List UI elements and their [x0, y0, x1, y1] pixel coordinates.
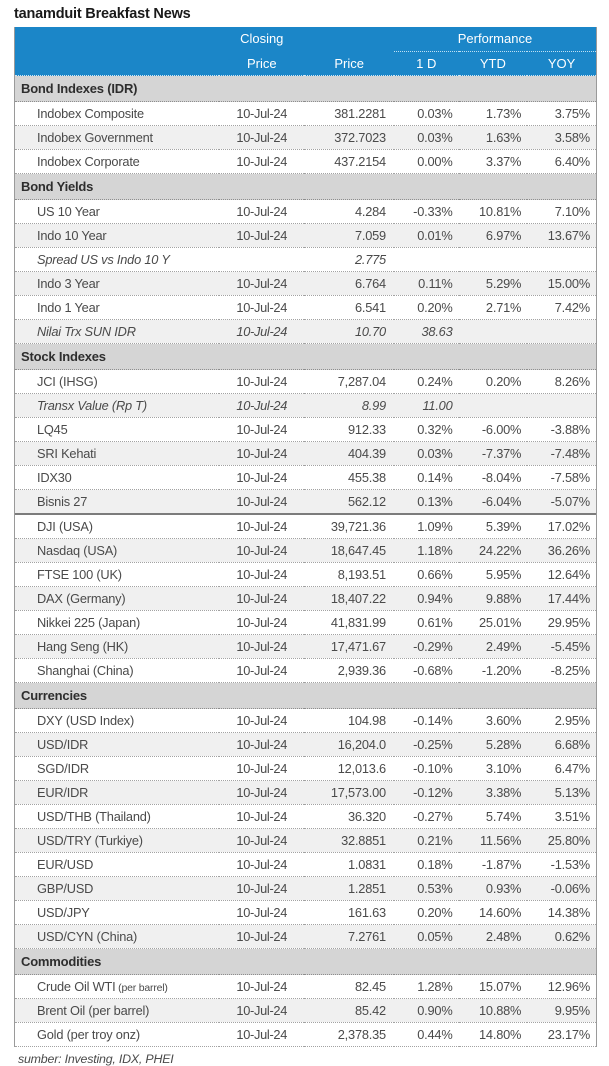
row-ytd: 2.49%: [459, 635, 528, 659]
row-date: 10-Jul-24: [219, 150, 304, 174]
row-1d: -0.14%: [394, 709, 459, 733]
row-price: 2.775: [304, 248, 394, 272]
row-yoy: 17.44%: [527, 587, 596, 611]
row-1d: 0.66%: [394, 563, 459, 587]
row-price: 437.2154: [304, 150, 394, 174]
row-date: 10-Jul-24: [219, 394, 304, 418]
row-ytd: 3.37%: [459, 150, 528, 174]
row-label: Bisnis 27: [15, 490, 219, 515]
row-yoy: 14.38%: [527, 901, 596, 925]
row-label: EUR/USD: [15, 853, 219, 877]
row-date: 10-Jul-24: [219, 1023, 304, 1047]
header-column-row: [15, 52, 596, 76]
header-group-closing: Closing: [219, 27, 304, 52]
section-title: Bond Yields: [15, 174, 596, 200]
row-label: USD/TRY (Turkiye): [15, 829, 219, 853]
row-1d: 0.94%: [394, 587, 459, 611]
table-row[interactable]: [15, 272, 596, 296]
row-1d: 0.05%: [394, 925, 459, 949]
row-price: 17,573.00: [304, 781, 394, 805]
table-row[interactable]: [15, 394, 596, 418]
table-row[interactable]: [15, 999, 596, 1023]
row-price: 10.70: [304, 320, 394, 344]
row-date: 10-Jul-24: [219, 925, 304, 949]
section-header-row: [15, 344, 596, 370]
row-ytd: 5.74%: [459, 805, 528, 829]
row-1d: 0.03%: [394, 102, 459, 126]
table-row[interactable]: [15, 539, 596, 563]
table-row[interactable]: [15, 611, 596, 635]
row-price: 7.2761: [304, 925, 394, 949]
row-label: DJI (USA): [15, 514, 219, 539]
row-ytd: 14.60%: [459, 901, 528, 925]
row-yoy: 6.68%: [527, 733, 596, 757]
row-1d: 11.00: [394, 394, 459, 418]
row-yoy: 17.02%: [527, 514, 596, 539]
row-ytd: 10.88%: [459, 999, 528, 1023]
row-date: 10-Jul-24: [219, 442, 304, 466]
row-1d: 0.90%: [394, 999, 459, 1023]
row-price: 12,013.6: [304, 757, 394, 781]
row-label: Indobex Composite: [15, 102, 219, 126]
row-yoy: [527, 320, 596, 344]
row-yoy: 3.51%: [527, 805, 596, 829]
row-label: US 10 Year: [15, 200, 219, 224]
table-row[interactable]: [15, 490, 596, 515]
row-price: 18,407.22: [304, 587, 394, 611]
table-row[interactable]: [15, 466, 596, 490]
row-price: 6.764: [304, 272, 394, 296]
row-label: USD/IDR: [15, 733, 219, 757]
row-ytd: 14.80%: [459, 1023, 528, 1047]
row-1d: -0.68%: [394, 659, 459, 683]
row-label: IDX30: [15, 466, 219, 490]
row-label: Nilai Trx SUN IDR: [15, 320, 219, 344]
row-label: GBP/USD: [15, 877, 219, 901]
row-date: 10-Jul-24: [219, 733, 304, 757]
row-yoy: 12.64%: [527, 563, 596, 587]
row-ytd: [459, 320, 528, 344]
row-yoy: -7.48%: [527, 442, 596, 466]
row-price: 8.99: [304, 394, 394, 418]
row-label: Brent Oil (per barrel): [15, 999, 219, 1023]
row-price: 85.42: [304, 999, 394, 1023]
row-ytd: 3.38%: [459, 781, 528, 805]
header-col-yoy: YOY: [527, 52, 596, 76]
row-date: 10-Jul-24: [219, 975, 304, 999]
row-price: 36.320: [304, 805, 394, 829]
row-label: Indo 3 Year: [15, 272, 219, 296]
row-date: 10-Jul-24: [219, 102, 304, 126]
row-ytd: 1.73%: [459, 102, 528, 126]
row-price: 39,721.36: [304, 514, 394, 539]
row-ytd: 1.63%: [459, 126, 528, 150]
table-row[interactable]: [15, 442, 596, 466]
row-price: 8,193.51: [304, 563, 394, 587]
market-table-container: [14, 27, 597, 1047]
row-label: Indobex Corporate: [15, 150, 219, 174]
row-label: EUR/IDR: [15, 781, 219, 805]
page-title: tanamduit Breakfast News: [14, 6, 191, 22]
row-1d: 38.63: [394, 320, 459, 344]
section-header-row: [15, 683, 596, 709]
row-yoy: 15.00%: [527, 272, 596, 296]
row-1d: -0.12%: [394, 781, 459, 805]
table-row[interactable]: [15, 514, 596, 539]
row-yoy: 12.96%: [527, 975, 596, 999]
row-ytd: 5.39%: [459, 514, 528, 539]
row-1d: 0.44%: [394, 1023, 459, 1047]
row-1d: 0.03%: [394, 126, 459, 150]
row-price: 32.8851: [304, 829, 394, 853]
row-1d: -0.29%: [394, 635, 459, 659]
row-date: 10-Jul-24: [219, 611, 304, 635]
row-label: Spread US vs Indo 10 Y: [15, 248, 219, 272]
row-1d: 1.28%: [394, 975, 459, 999]
row-ytd: 6.97%: [459, 224, 528, 248]
row-label: USD/CYN (China): [15, 925, 219, 949]
row-yoy: 6.47%: [527, 757, 596, 781]
row-1d: 0.00%: [394, 150, 459, 174]
market-data-table: [15, 27, 596, 1047]
table-row[interactable]: [15, 635, 596, 659]
row-label: Indobex Government: [15, 126, 219, 150]
row-price: 372.7023: [304, 126, 394, 150]
row-yoy: 13.67%: [527, 224, 596, 248]
row-ytd: -6.04%: [459, 490, 528, 515]
row-label: DAX (Germany): [15, 587, 219, 611]
table-row[interactable]: [15, 805, 596, 829]
section-title: Currencies: [15, 683, 596, 709]
row-date: 10-Jul-24: [219, 320, 304, 344]
row-ytd: -6.00%: [459, 418, 528, 442]
row-ytd: 5.95%: [459, 563, 528, 587]
table-header: [15, 27, 596, 76]
header-group-row: [15, 27, 596, 52]
table-row[interactable]: [15, 126, 596, 150]
row-1d: 0.01%: [394, 224, 459, 248]
row-label: Nikkei 225 (Japan): [15, 611, 219, 635]
table-row[interactable]: [15, 877, 596, 901]
table-body: [15, 76, 596, 1047]
row-label: Hang Seng (HK): [15, 635, 219, 659]
row-date: 10-Jul-24: [219, 514, 304, 539]
row-date: 10-Jul-24: [219, 200, 304, 224]
section-header-row: [15, 174, 596, 200]
row-yoy: 23.17%: [527, 1023, 596, 1047]
row-1d: 0.61%: [394, 611, 459, 635]
header-col-price: Price: [304, 52, 394, 76]
row-yoy: -1.53%: [527, 853, 596, 877]
row-price: 161.63: [304, 901, 394, 925]
row-label: SGD/IDR: [15, 757, 219, 781]
table-row[interactable]: [15, 733, 596, 757]
table-row[interactable]: [15, 757, 596, 781]
row-label: SRI Kehati: [15, 442, 219, 466]
row-date: 10-Jul-24: [219, 709, 304, 733]
row-date: 10-Jul-24: [219, 539, 304, 563]
row-label: LQ45: [15, 418, 219, 442]
table-row[interactable]: [15, 248, 596, 272]
row-price: 17,471.67: [304, 635, 394, 659]
row-date: 10-Jul-24: [219, 224, 304, 248]
row-1d: 0.53%: [394, 877, 459, 901]
row-yoy: [527, 394, 596, 418]
table-row[interactable]: [15, 370, 596, 394]
row-date: 10-Jul-24: [219, 296, 304, 320]
row-yoy: -0.06%: [527, 877, 596, 901]
row-1d: 1.09%: [394, 514, 459, 539]
row-label: Nasdaq (USA): [15, 539, 219, 563]
row-1d: -0.27%: [394, 805, 459, 829]
row-price: 455.38: [304, 466, 394, 490]
row-label: Indo 10 Year: [15, 224, 219, 248]
row-price: 404.39: [304, 442, 394, 466]
row-price: 2,378.35: [304, 1023, 394, 1047]
table-row[interactable]: [15, 320, 596, 344]
row-yoy: 8.26%: [527, 370, 596, 394]
row-ytd: 15.07%: [459, 975, 528, 999]
row-ytd: 9.88%: [459, 587, 528, 611]
section-title: Stock Indexes: [15, 344, 596, 370]
row-yoy: 6.40%: [527, 150, 596, 174]
row-yoy: -5.07%: [527, 490, 596, 515]
row-yoy: -3.88%: [527, 418, 596, 442]
row-ytd: 2.48%: [459, 925, 528, 949]
row-date: 10-Jul-24: [219, 853, 304, 877]
row-price: 4.284: [304, 200, 394, 224]
row-yoy: [527, 248, 596, 272]
row-ytd: [459, 394, 528, 418]
row-yoy: 9.95%: [527, 999, 596, 1023]
header-group-performance: Performance: [394, 27, 596, 52]
row-1d: 0.13%: [394, 490, 459, 515]
row-ytd: 11.56%: [459, 829, 528, 853]
row-price: 104.98: [304, 709, 394, 733]
table-row[interactable]: [15, 587, 596, 611]
row-ytd: -1.87%: [459, 853, 528, 877]
row-date: 10-Jul-24: [219, 805, 304, 829]
row-price: 1.0831: [304, 853, 394, 877]
row-label-unit: (per barrel): [115, 982, 168, 994]
table-row[interactable]: [15, 925, 596, 949]
row-1d: 0.21%: [394, 829, 459, 853]
row-1d: 0.32%: [394, 418, 459, 442]
row-ytd: 5.29%: [459, 272, 528, 296]
row-price: 41,831.99: [304, 611, 394, 635]
row-ytd: 24.22%: [459, 539, 528, 563]
row-price: 381.2281: [304, 102, 394, 126]
row-ytd: 10.81%: [459, 200, 528, 224]
row-price: 912.33: [304, 418, 394, 442]
row-ytd: 0.93%: [459, 877, 528, 901]
row-date: 10-Jul-24: [219, 781, 304, 805]
row-1d: 0.20%: [394, 901, 459, 925]
row-yoy: -7.58%: [527, 466, 596, 490]
row-price: 6.541: [304, 296, 394, 320]
row-yoy: -8.25%: [527, 659, 596, 683]
row-date: 10-Jul-24: [219, 466, 304, 490]
row-1d: [394, 248, 459, 272]
row-yoy: -5.45%: [527, 635, 596, 659]
row-label: Gold (per troy onz): [15, 1023, 219, 1047]
row-date: 10-Jul-24: [219, 901, 304, 925]
table-row[interactable]: [15, 102, 596, 126]
section-title: Commodities: [15, 949, 596, 975]
row-date: 10-Jul-24: [219, 659, 304, 683]
header-spacer-price: [304, 27, 394, 52]
row-date: 10-Jul-24: [219, 587, 304, 611]
row-price: 7.059: [304, 224, 394, 248]
row-date: 10-Jul-24: [219, 490, 304, 515]
row-date: 10-Jul-24: [219, 635, 304, 659]
row-yoy: 3.58%: [527, 126, 596, 150]
row-label: Crude Oil WTI (per barrel): [15, 975, 219, 999]
row-price: 18,647.45: [304, 539, 394, 563]
row-label: Shanghai (China): [15, 659, 219, 683]
header-col-name: [15, 52, 219, 76]
table-row[interactable]: [15, 150, 596, 174]
table-row[interactable]: [15, 781, 596, 805]
row-price: 16,204.0: [304, 733, 394, 757]
row-yoy: 7.10%: [527, 200, 596, 224]
table-row[interactable]: [15, 659, 596, 683]
row-yoy: 36.26%: [527, 539, 596, 563]
row-price: 2,939.36: [304, 659, 394, 683]
table-row[interactable]: [15, 709, 596, 733]
row-ytd: 0.20%: [459, 370, 528, 394]
row-date: 10-Jul-24: [219, 999, 304, 1023]
row-yoy: 7.42%: [527, 296, 596, 320]
source-note: sumber: Investing, IDX, PHEI: [18, 1052, 174, 1066]
row-ytd: -7.37%: [459, 442, 528, 466]
row-1d: 0.24%: [394, 370, 459, 394]
table-row[interactable]: [15, 563, 596, 587]
row-1d: 0.20%: [394, 296, 459, 320]
row-1d: -0.25%: [394, 733, 459, 757]
row-date: 10-Jul-24: [219, 877, 304, 901]
row-date: 10-Jul-24: [219, 757, 304, 781]
row-ytd: -8.04%: [459, 466, 528, 490]
row-label: Indo 1 Year: [15, 296, 219, 320]
row-ytd: 5.28%: [459, 733, 528, 757]
section-header-row: [15, 76, 596, 102]
row-yoy: 3.75%: [527, 102, 596, 126]
row-1d: 0.03%: [394, 442, 459, 466]
section-header-row: [15, 949, 596, 975]
row-1d: -0.33%: [394, 200, 459, 224]
section-title: Bond Indexes (IDR): [15, 76, 596, 102]
row-date: 10-Jul-24: [219, 272, 304, 296]
row-yoy: 0.62%: [527, 925, 596, 949]
row-yoy: 25.80%: [527, 829, 596, 853]
row-1d: 1.18%: [394, 539, 459, 563]
row-yoy: 5.13%: [527, 781, 596, 805]
table-row[interactable]: [15, 200, 596, 224]
row-date: [219, 248, 304, 272]
row-price: 1.2851: [304, 877, 394, 901]
row-ytd: 3.10%: [459, 757, 528, 781]
table-row[interactable]: [15, 901, 596, 925]
table-row[interactable]: [15, 829, 596, 853]
table-row[interactable]: [15, 296, 596, 320]
row-label: USD/JPY: [15, 901, 219, 925]
row-ytd: 25.01%: [459, 611, 528, 635]
table-row[interactable]: [15, 853, 596, 877]
row-ytd: -1.20%: [459, 659, 528, 683]
row-1d: 0.18%: [394, 853, 459, 877]
row-yoy: 2.95%: [527, 709, 596, 733]
table-row[interactable]: [15, 975, 596, 999]
header-spacer: [15, 27, 219, 52]
header-col-1d: 1 D: [394, 52, 459, 76]
row-date: 10-Jul-24: [219, 418, 304, 442]
row-date: 10-Jul-24: [219, 126, 304, 150]
row-price: 562.12: [304, 490, 394, 515]
row-date: 10-Jul-24: [219, 370, 304, 394]
row-label: JCI (IHSG): [15, 370, 219, 394]
row-1d: 0.11%: [394, 272, 459, 296]
header-col-ytd: YTD: [459, 52, 528, 76]
row-label: Transx Value (Rp T): [15, 394, 219, 418]
row-yoy: 29.95%: [527, 611, 596, 635]
row-date: 10-Jul-24: [219, 829, 304, 853]
row-label: USD/THB (Thailand): [15, 805, 219, 829]
header-col-date: Price: [219, 52, 304, 76]
row-date: 10-Jul-24: [219, 563, 304, 587]
row-1d: -0.10%: [394, 757, 459, 781]
row-1d: 0.14%: [394, 466, 459, 490]
row-ytd: [459, 248, 528, 272]
table-row[interactable]: [15, 418, 596, 442]
table-row[interactable]: [15, 1023, 596, 1047]
row-ytd: 2.71%: [459, 296, 528, 320]
row-price: 7,287.04: [304, 370, 394, 394]
row-price: 82.45: [304, 975, 394, 999]
row-label: FTSE 100 (UK): [15, 563, 219, 587]
row-ytd: 3.60%: [459, 709, 528, 733]
table-row[interactable]: [15, 224, 596, 248]
row-label: DXY (USD Index): [15, 709, 219, 733]
